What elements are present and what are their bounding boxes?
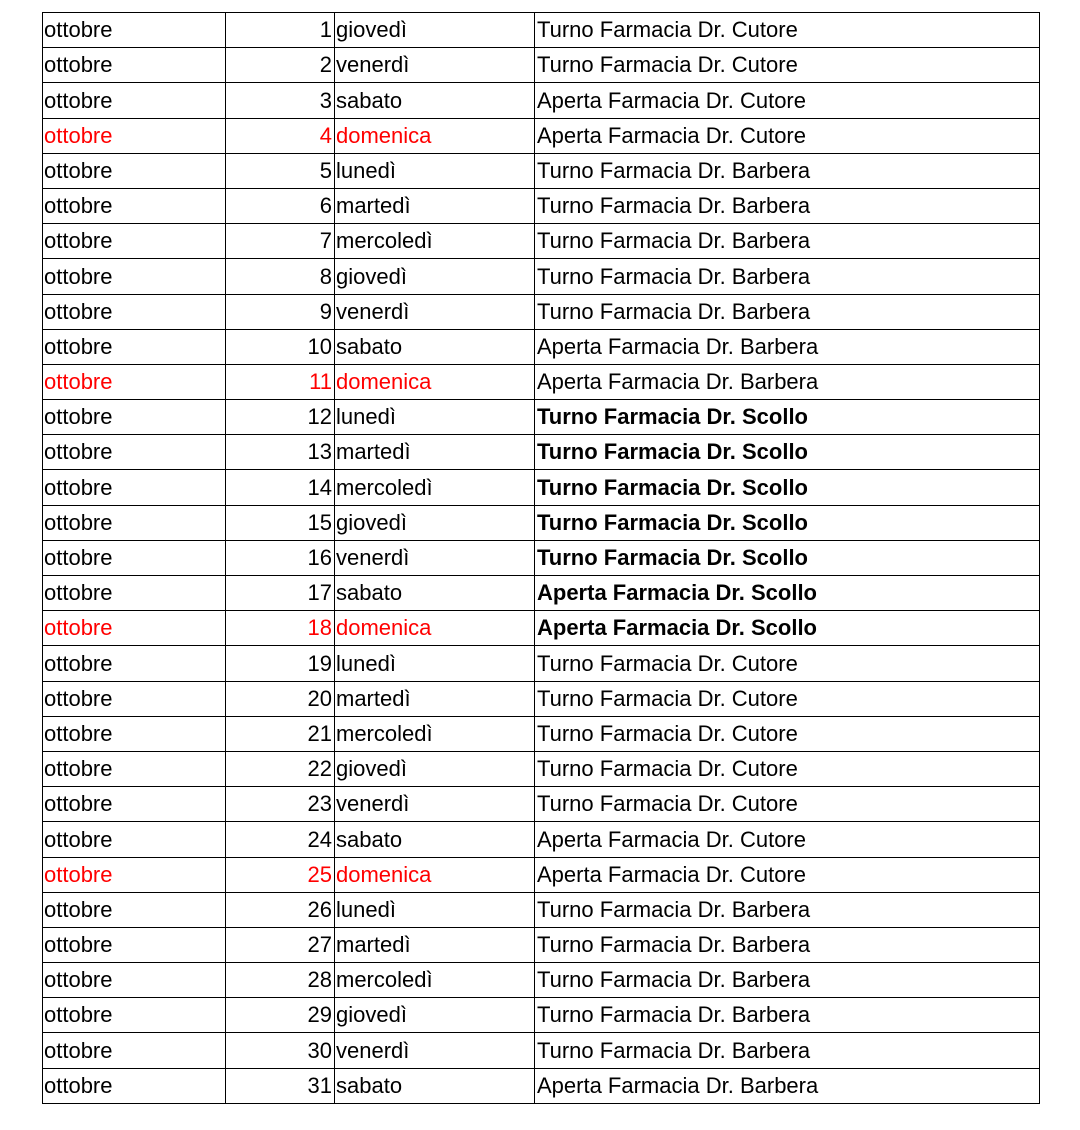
month-cell: ottobre	[43, 857, 226, 892]
weekday-cell: domenica	[335, 364, 535, 399]
day-number-cell: 15	[226, 505, 335, 540]
pharmacy-service-cell: Aperta Farmacia Dr. Barbera	[535, 329, 1040, 364]
month-cell: ottobre	[43, 83, 226, 118]
pharmacy-service-cell: Turno Farmacia Dr. Barbera	[535, 153, 1040, 188]
pharmacy-service-cell: Turno Farmacia Dr. Barbera	[535, 892, 1040, 927]
weekday-cell: giovedì	[335, 998, 535, 1033]
day-number-cell: 8	[226, 259, 335, 294]
pharmacy-service-cell: Turno Farmacia Dr. Cutore	[535, 787, 1040, 822]
weekday-cell: giovedì	[335, 505, 535, 540]
table-row	[43, 927, 1040, 962]
month-cell: ottobre	[43, 892, 226, 927]
table-row	[43, 118, 1040, 153]
weekday-cell: sabato	[335, 822, 535, 857]
table-row	[43, 470, 1040, 505]
table-row	[43, 294, 1040, 329]
month-cell: ottobre	[43, 1068, 226, 1103]
pharmacy-service-cell: Turno Farmacia Dr. Barbera	[535, 188, 1040, 223]
table-row	[43, 188, 1040, 223]
weekday-cell: lunedì	[335, 892, 535, 927]
day-number-cell: 28	[226, 963, 335, 998]
table-row	[43, 259, 1040, 294]
day-number-cell: 30	[226, 1033, 335, 1068]
pharmacy-service-cell: Aperta Farmacia Dr. Scollo	[535, 576, 1040, 611]
weekday-cell: mercoledì	[335, 963, 535, 998]
month-cell: ottobre	[43, 576, 226, 611]
month-cell: ottobre	[43, 716, 226, 751]
weekday-cell: giovedì	[335, 751, 535, 786]
table-row	[43, 998, 1040, 1033]
table-row	[43, 611, 1040, 646]
weekday-cell: domenica	[335, 857, 535, 892]
day-number-cell: 3	[226, 83, 335, 118]
day-number-cell: 16	[226, 540, 335, 575]
table-row	[43, 822, 1040, 857]
table-row	[43, 857, 1040, 892]
month-cell: ottobre	[43, 611, 226, 646]
weekday-cell: lunedì	[335, 646, 535, 681]
table-row	[43, 576, 1040, 611]
month-cell: ottobre	[43, 364, 226, 399]
weekday-cell: venerdì	[335, 787, 535, 822]
table-row	[43, 153, 1040, 188]
weekday-cell: venerdì	[335, 540, 535, 575]
pharmacy-service-cell: Turno Farmacia Dr. Cutore	[535, 751, 1040, 786]
pharmacy-service-cell: Turno Farmacia Dr. Barbera	[535, 224, 1040, 259]
table-row	[43, 224, 1040, 259]
month-cell: ottobre	[43, 646, 226, 681]
pharmacy-service-cell: Turno Farmacia Dr. Barbera	[535, 963, 1040, 998]
weekday-cell: martedì	[335, 188, 535, 223]
day-number-cell: 6	[226, 188, 335, 223]
month-cell: ottobre	[43, 435, 226, 470]
weekday-cell: martedì	[335, 435, 535, 470]
month-cell: ottobre	[43, 153, 226, 188]
month-cell: ottobre	[43, 927, 226, 962]
month-cell: ottobre	[43, 294, 226, 329]
pharmacy-service-cell: Turno Farmacia Dr. Scollo	[535, 540, 1040, 575]
day-number-cell: 5	[226, 153, 335, 188]
weekday-cell: mercoledì	[335, 716, 535, 751]
month-cell: ottobre	[43, 329, 226, 364]
table-row	[43, 716, 1040, 751]
month-cell: ottobre	[43, 787, 226, 822]
weekday-cell: lunedì	[335, 153, 535, 188]
table-row	[43, 48, 1040, 83]
day-number-cell: 14	[226, 470, 335, 505]
month-cell: ottobre	[43, 1033, 226, 1068]
table-row	[43, 1033, 1040, 1068]
pharmacy-service-cell: Turno Farmacia Dr. Cutore	[535, 48, 1040, 83]
weekday-cell: venerdì	[335, 294, 535, 329]
day-number-cell: 24	[226, 822, 335, 857]
day-number-cell: 22	[226, 751, 335, 786]
table-row	[43, 751, 1040, 786]
day-number-cell: 9	[226, 294, 335, 329]
pharmacy-service-cell: Turno Farmacia Dr. Barbera	[535, 927, 1040, 962]
pharmacy-service-cell: Aperta Farmacia Dr. Cutore	[535, 857, 1040, 892]
table-row	[43, 13, 1040, 48]
month-cell: ottobre	[43, 540, 226, 575]
table-row	[43, 963, 1040, 998]
weekday-cell: martedì	[335, 927, 535, 962]
pharmacy-service-cell: Turno Farmacia Dr. Scollo	[535, 400, 1040, 435]
pharmacy-service-cell: Aperta Farmacia Dr. Cutore	[535, 83, 1040, 118]
month-cell: ottobre	[43, 822, 226, 857]
pharmacy-service-cell: Turno Farmacia Dr. Barbera	[535, 998, 1040, 1033]
weekday-cell: giovedì	[335, 13, 535, 48]
month-cell: ottobre	[43, 48, 226, 83]
month-cell: ottobre	[43, 963, 226, 998]
month-cell: ottobre	[43, 505, 226, 540]
weekday-cell: sabato	[335, 329, 535, 364]
day-number-cell: 20	[226, 681, 335, 716]
weekday-cell: martedì	[335, 681, 535, 716]
day-number-cell: 2	[226, 48, 335, 83]
month-cell: ottobre	[43, 681, 226, 716]
weekday-cell: venerdì	[335, 1033, 535, 1068]
pharmacy-schedule-table	[42, 12, 1040, 1104]
month-cell: ottobre	[43, 188, 226, 223]
month-cell: ottobre	[43, 470, 226, 505]
day-number-cell: 13	[226, 435, 335, 470]
pharmacy-service-cell: Turno Farmacia Dr. Barbera	[535, 294, 1040, 329]
schedule-table-body	[43, 13, 1040, 1104]
pharmacy-service-cell: Turno Farmacia Dr. Barbera	[535, 259, 1040, 294]
day-number-cell: 12	[226, 400, 335, 435]
table-row	[43, 329, 1040, 364]
day-number-cell: 31	[226, 1068, 335, 1103]
table-row	[43, 1068, 1040, 1103]
table-row	[43, 505, 1040, 540]
table-row	[43, 892, 1040, 927]
pharmacy-service-cell: Turno Farmacia Dr. Cutore	[535, 646, 1040, 681]
weekday-cell: mercoledì	[335, 224, 535, 259]
day-number-cell: 25	[226, 857, 335, 892]
month-cell: ottobre	[43, 998, 226, 1033]
day-number-cell: 18	[226, 611, 335, 646]
day-number-cell: 1	[226, 13, 335, 48]
day-number-cell: 11	[226, 364, 335, 399]
month-cell: ottobre	[43, 13, 226, 48]
month-cell: ottobre	[43, 400, 226, 435]
weekday-cell: domenica	[335, 118, 535, 153]
table-row	[43, 83, 1040, 118]
pharmacy-service-cell: Aperta Farmacia Dr. Scollo	[535, 611, 1040, 646]
month-cell: ottobre	[43, 118, 226, 153]
pharmacy-service-cell: Aperta Farmacia Dr. Cutore	[535, 822, 1040, 857]
month-cell: ottobre	[43, 751, 226, 786]
day-number-cell: 17	[226, 576, 335, 611]
month-cell: ottobre	[43, 259, 226, 294]
weekday-cell: venerdì	[335, 48, 535, 83]
pharmacy-service-cell: Turno Farmacia Dr. Cutore	[535, 681, 1040, 716]
weekday-cell: sabato	[335, 1068, 535, 1103]
pharmacy-service-cell: Aperta Farmacia Dr. Barbera	[535, 1068, 1040, 1103]
pharmacy-service-cell: Turno Farmacia Dr. Scollo	[535, 505, 1040, 540]
pharmacy-service-cell: Aperta Farmacia Dr. Cutore	[535, 118, 1040, 153]
day-number-cell: 23	[226, 787, 335, 822]
month-cell: ottobre	[43, 224, 226, 259]
day-number-cell: 4	[226, 118, 335, 153]
day-number-cell: 26	[226, 892, 335, 927]
table-row	[43, 540, 1040, 575]
day-number-cell: 10	[226, 329, 335, 364]
day-number-cell: 29	[226, 998, 335, 1033]
pharmacy-service-cell: Turno Farmacia Dr. Barbera	[535, 1033, 1040, 1068]
day-number-cell: 19	[226, 646, 335, 681]
table-row	[43, 681, 1040, 716]
pharmacy-service-cell: Turno Farmacia Dr. Cutore	[535, 13, 1040, 48]
pharmacy-service-cell: Turno Farmacia Dr. Scollo	[535, 435, 1040, 470]
table-row	[43, 787, 1040, 822]
pharmacy-service-cell: Aperta Farmacia Dr. Barbera	[535, 364, 1040, 399]
day-number-cell: 21	[226, 716, 335, 751]
weekday-cell: lunedì	[335, 400, 535, 435]
weekday-cell: sabato	[335, 83, 535, 118]
weekday-cell: mercoledì	[335, 470, 535, 505]
weekday-cell: domenica	[335, 611, 535, 646]
weekday-cell: sabato	[335, 576, 535, 611]
table-row	[43, 646, 1040, 681]
table-row	[43, 400, 1040, 435]
day-number-cell: 27	[226, 927, 335, 962]
day-number-cell: 7	[226, 224, 335, 259]
table-row	[43, 435, 1040, 470]
table-row	[43, 364, 1040, 399]
pharmacy-service-cell: Turno Farmacia Dr. Scollo	[535, 470, 1040, 505]
pharmacy-service-cell: Turno Farmacia Dr. Cutore	[535, 716, 1040, 751]
weekday-cell: giovedì	[335, 259, 535, 294]
